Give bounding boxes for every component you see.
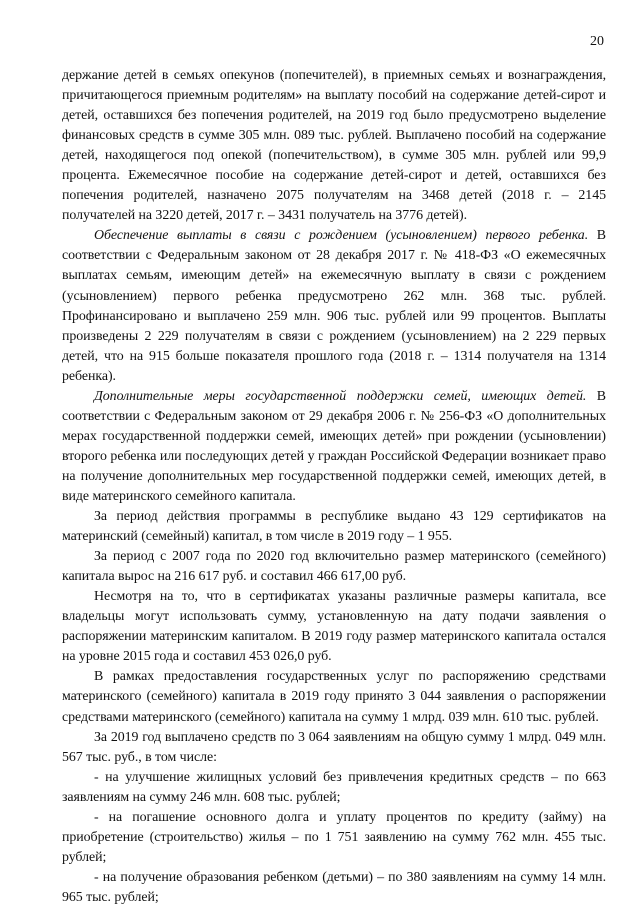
paragraph-additional-support [62,387,606,507]
page-number: 20 [590,34,604,49]
paragraph-text: В соответствии с Федеральным законом от 29 декабря 2006 г. № 256-ФЗ «О дополнительных мерах государственной поддержки семей, имеющих детей» при рождении (усыновлении) второго ребенка или последующих детей у граждан Российской Федерации возникает право на получение дополнительных мер государственной поддержки семей, имеющих детей, в виде материнского семейного капитала. [62,388,606,504]
section-heading-first-child: Обеспечение выплаты в связи с рождением (усыновлением) первого ребенка. [94,228,589,244]
paragraph-capital-growth: За период с 2007 года по 2020 год включительно размер материнского (семейного) капитала вырос на 216 617 руб. и составил 466 617,00 руб. [62,549,606,585]
document-body [62,66,606,908]
paragraph-text: В соответствии с Федеральным законом от 28 декабря 2017 г. № 418-ФЗ «О ежемесячных выплатах семьям, имеющим детей» на ежемесячную выплату в связи с рождением (усыновлением) первого ребенка предусмотрено 262 млн. 368 тыс. рублей. Профинансировано и выплачено 259 млн. 906 тыс. рублей или 99 процентов. Выплаты произведены 2 229 получателям в связи с рождением (усыновлением) на 2 229 первых детей, что на 915 больше показателя прошлого года (2018 г. – 1314 получателя на 1314 ребенка). [62,228,607,384]
paragraph-certificates-issued: За период действия программы в республике выдано 43 129 сертификатов на материнский (семейный) капитал, в том числе в 2019 году – 1 955. [62,509,606,545]
paragraph-applications-received: В рамках предоставления государственных услуг по распоряжению средствами материнского (семейного) капитала в 2019 году принято 3 044 заявления о распоряжении средствами материнского (семейного) капитала на сумму 1 млрд. 039 млн. 610 тыс. рублей. [62,669,606,725]
paragraph-guardian-allowance: держание детей в семьях опекунов (попечителей), в приемных семьях и вознаграждения, причитающегося приемным родителям» на выплату пособий на содержание детей-сирот и детей, оставшихся без попечения родителей, на 2019 год было предусмотрено выделение финансовых средств в сумме 305 млн. 089 тыс. рублей. Выплачено пособий на содержание детей, находящегося под опекой (попечительством), в сумме 305 млн. рублей или 99,9 процента. Ежемесячное пособие на содержание детей-сирот и детей, оставшихся без попечения родителей, назначено 2075 получателям на 3468 детей (2018 г. – 2145 получателей на 3220 детей, 2017 г. – 3431 получатель на 3776 детей). [62,68,606,224]
list-item-housing: - на улучшение жилищных условий без привлечения кредитных средств – по 663 заявлениям на сумму 246 млн. 608 тыс. рублей; [62,769,606,805]
section-heading-additional-support: Дополнительные меры государственной поддержки семей, имеющих детей. [94,388,587,404]
paragraph-payments-total: За 2019 год выплачено средств по 3 064 заявлениям на общую сумму 1 млрд. 049 млн. 567 тыс. руб., в том числе: [62,729,606,765]
list-item-education: - на получение образования ребенком (детьми) – по 380 заявлениям на сумму 14 млн. 965 тыс. рублей; [62,869,606,905]
list-item-mortgage: - на погашение основного долга и уплату процентов по кредиту (займу) на приобретение (строительство) жилья – по 1 751 заявлению на сумму 762 млн. 455 тыс. рублей; [62,809,606,865]
paragraph-first-child-payment [62,226,606,386]
paragraph-capital-size: Несмотря на то, что в сертификатах указаны различные размеры капитала, все владельцы могут использовать сумму, установленную на дату подачи заявления о распоряжении материнским капиталом. В 2019 году размер материнского капитала остался на уровне 2015 года и составил 453 026,0 руб. [62,589,606,665]
